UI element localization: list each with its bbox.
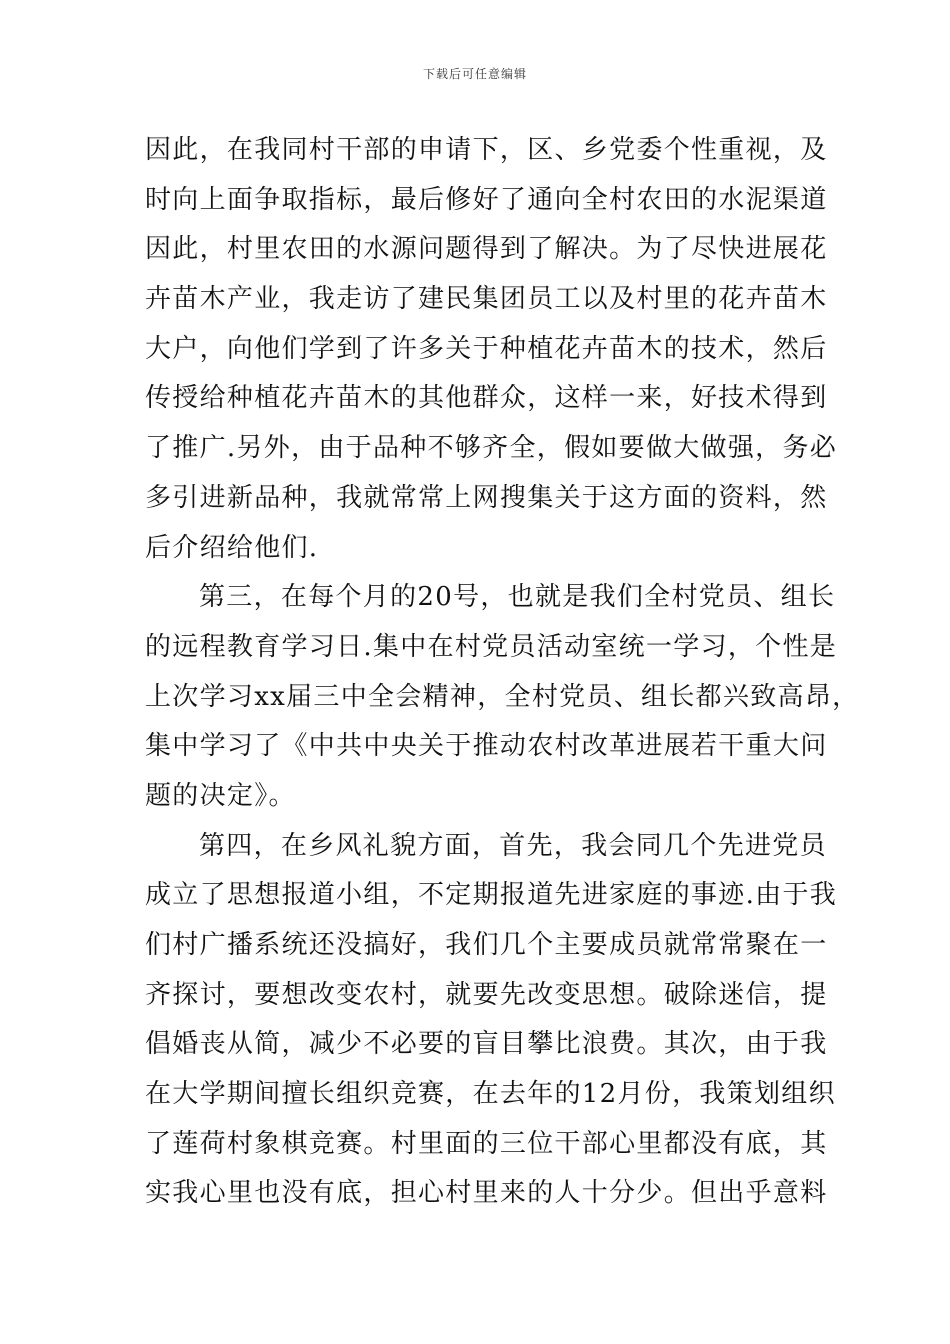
page-header: 下载后可任意编辑 — [422, 67, 527, 81]
text-line: 因此，在我同村干部的申请下，区、乡党委个性重视，及 — [145, 135, 828, 165]
text-line: 多引进新品种，我就常常上网搜集关于这方面的资料，然 — [145, 482, 828, 513]
text-line: 第三，在每个月的20号，也就是我们全村党员、组长 — [199, 582, 836, 613]
text-line: 传授给种植花卉苗木的其他群众，这样一来，好技术得到 — [145, 383, 828, 414]
text-line: 成立了思想报道小组，不定期报道先进家庭的事迹.由于我 — [145, 880, 838, 911]
text-line: 们村广播系统还没搞好，我们几个主要成员就常常聚在一 — [145, 930, 828, 960]
text-line: 第四，在乡风礼貌方面，首先，我会同几个先进党员 — [199, 830, 827, 861]
document-body — [145, 126, 860, 1219]
text-line: 齐探讨，要想改变农村，就要先改变思想。破除迷信，提 — [145, 979, 828, 1010]
text-line: 上次学习xx届三中全会精神，全村党员、组长都兴致高昂， — [145, 681, 860, 712]
text-line: 后介绍给他们. — [145, 532, 319, 563]
text-line: 实我心里也没有底，担心村里来的人十分少。但出乎意料 — [145, 1178, 828, 1209]
text-line: 大户，向他们学到了许多关于种植花卉苗木的技术，然后 — [145, 333, 828, 364]
text-line: 了莲荷村象棋竞赛。村里面的三位干部心里都没有底，其 — [145, 1128, 828, 1159]
text-line: 的远程教育学习日.集中在村党员活动室统一学习，个性是 — [145, 631, 838, 662]
text-line: 卉苗木产业，我走访了建民集团员工以及村里的花卉苗木 — [145, 284, 828, 315]
text-line: 了推广.另外，由于品种不够齐全，假如要做大做强，务必 — [145, 433, 838, 464]
text-line: 因此，村里农田的水源问题得到了解决。为了尽快进展花 — [145, 234, 828, 265]
text-line: 时向上面争取指标，最后修好了通向全村农田的水泥渠道 — [145, 184, 828, 215]
text-line: 在大学期间擅长组织竞赛，在去年的12月份，我策划组织 — [145, 1079, 836, 1110]
text-line: 集中学习了《中共中央关于推动农村改革进展若干重大问 — [145, 731, 828, 762]
text-line: 题的决定》。 — [145, 780, 296, 811]
text-line: 倡婚丧从简，减少不必要的盲目攀比浪费。其次，由于我 — [145, 1029, 828, 1060]
